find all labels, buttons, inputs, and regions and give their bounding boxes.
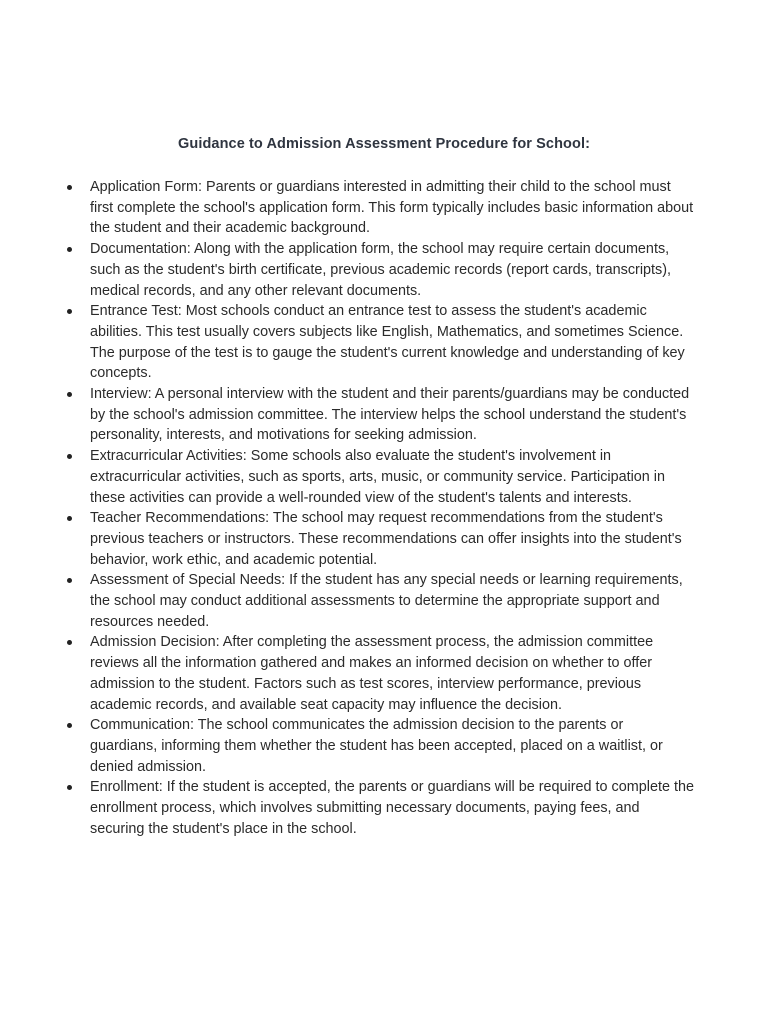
list-item-text: Extracurricular Activities: Some schools also evaluate the student's involvement in extracurricular activities, such as sports, arts, music, or community service. Participation in these activities can provide a well-rounded view of the student's talents and interests. — [90, 448, 666, 506]
list-item-text: Assessment of Special Needs: If the student has any special needs or learning requirements, the school may conduct additional assessments to determine the appropriate support and resources needed. — [90, 572, 683, 630]
bullet-icon — [67, 392, 72, 397]
bullet-icon — [67, 578, 72, 583]
list-item — [64, 446, 694, 508]
list-item — [64, 508, 694, 570]
list-item — [64, 777, 694, 839]
list-item — [64, 570, 694, 632]
bullet-icon — [67, 185, 72, 190]
list-item-text: Enrollment: If the student is accepted, the parents or guardians will be required to complete the enrollment process, which involves submitting necessary documents, paying fees, and securing the student's place in the school. — [90, 779, 694, 837]
document-title: Guidance to Admission Assessment Procedure for School: — [177, 136, 591, 152]
bullet-icon — [67, 309, 72, 314]
list-item-text: Communication: The school communicates the admission decision to the parents or guardians, informing them whether the student has been accepted, placed on a waitlist, or denied admission. — [90, 717, 663, 775]
procedure-list — [64, 177, 694, 840]
list-item-text: Interview: A personal interview with the student and their parents/guardians may be conducted by the school's admission committee. The interview helps the school understand the student's personality, interests, and motivations for seeking admission. — [90, 386, 690, 444]
list-item-text: Application Form: Parents or guardians interested in admitting their child to the school must first complete the school's application form. This form typically includes basic information about the student and their academic background. — [90, 179, 694, 237]
bullet-icon — [67, 516, 72, 521]
list-item — [64, 177, 694, 239]
list-item-text: Admission Decision: After completing the assessment process, the admission committee reviews all the information gathered and makes an informed decision on whether to offer admission to the student. Factors such as test scores, interview performance, previous academic records, and available seat capacity may influence the decision. — [90, 634, 654, 713]
bullet-icon — [67, 785, 72, 790]
bullet-icon — [67, 454, 72, 459]
list-item-text: Documentation: Along with the application form, the school may require certain documents, such as the student's birth certificate, previous academic records (report cards, transcripts), medical records, and any other relevant documents. — [90, 241, 672, 299]
list-item-text: Entrance Test: Most schools conduct an entrance test to assess the student's academic abilities. This test usually covers subjects like English, Mathematics, and sometimes Science. The purpose of the test is to gauge the student's current knowledge and understanding of key concepts. — [90, 303, 685, 382]
list-item — [64, 301, 694, 384]
bullet-icon — [67, 640, 72, 645]
list-item — [64, 239, 694, 301]
bullet-icon — [67, 723, 72, 728]
list-item — [64, 715, 694, 777]
list-item — [64, 384, 694, 446]
bullet-icon — [67, 247, 72, 252]
list-item — [64, 632, 694, 715]
list-item-text: Teacher Recommendations: The school may request recommendations from the student's previous teachers or instructors. These recommendations can offer insights into the student's behavior, work ethic, and academic potential. — [90, 510, 682, 568]
